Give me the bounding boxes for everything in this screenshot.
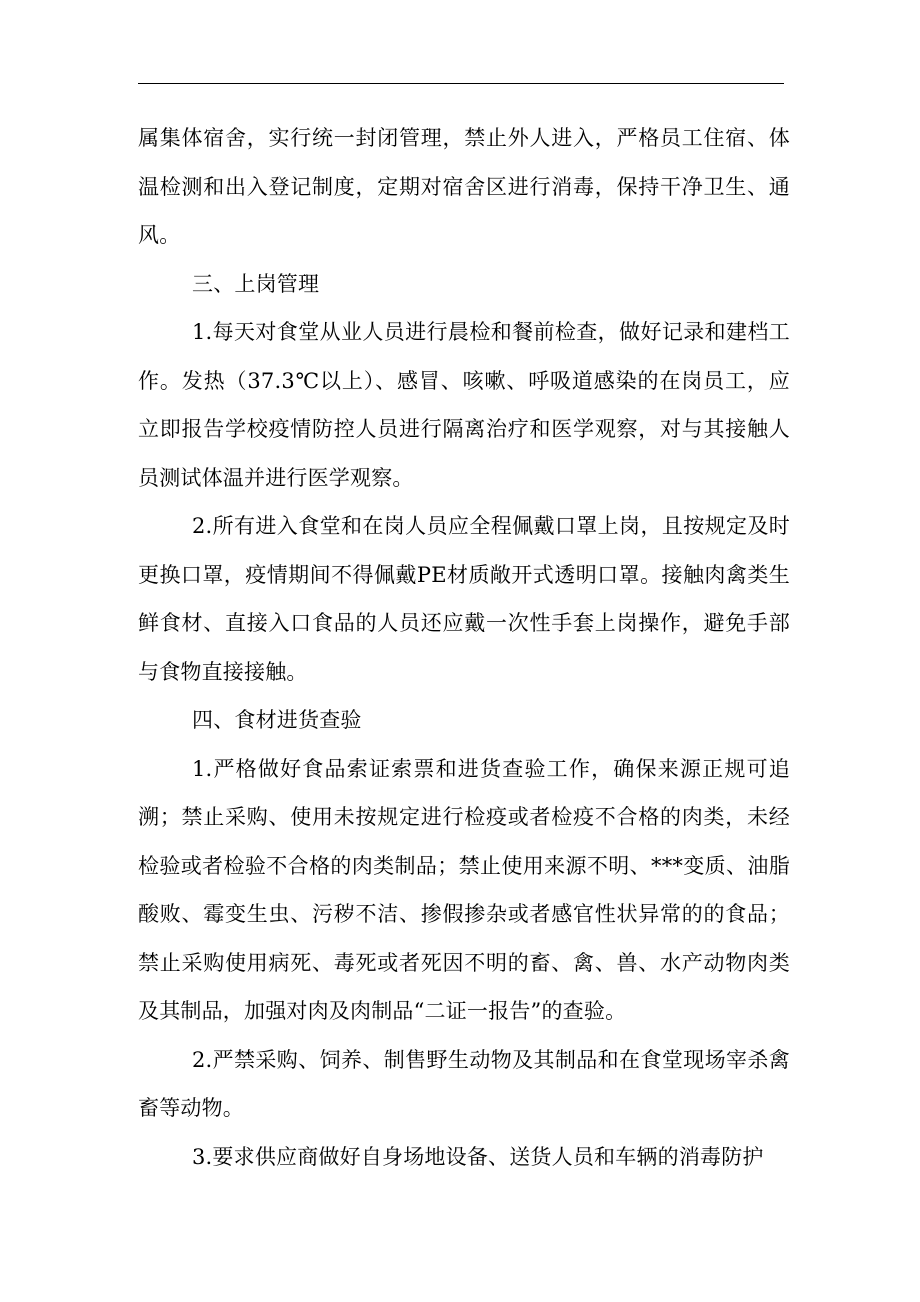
header-rule (138, 83, 784, 84)
body-paragraph: 1.每天对食堂从业人员进行晨检和餐前检查，做好记录和建档工作。发热（37.3℃以上）、感冒、咳嗽、呼吸道感染的在岗员工，应立即报告学校疫情防控人员进行隔离治疗和医学观察，对与其接触人员测试体温并进行医学观察。 (138, 320, 790, 490)
body-paragraph: 1.严格做好食品索证索票和进货查验工作，确保来源正规可追溯；禁止采购、使用未按规定进行检疫或者检疫不合格的肉类，未经检验或者检验不合格的肉类制品；禁止使用来源不明、***变质、油脂酸败、霉变生虫、污秽不洁、掺假掺杂或者感官性状异常的的食品；禁止采购使用病死、毒死或者死因不明的畜、禽、兽、水产动物肉类及其制品，加强对肉及肉制品“二证一报告”的查验。 (138, 756, 790, 1023)
document-body (138, 114, 790, 1181)
body-paragraph: 2.严禁采购、饲养、制售野生动物及其制品和在食堂现场宰杀禽畜等动物。 (138, 1047, 790, 1120)
section-heading: 三、上岗管理 (192, 271, 320, 296)
section-heading: 四、食材进货查验 (192, 708, 362, 732)
body-paragraph: 2.所有进入食堂和在岗人员应全程佩戴口罩上岗，且按规定及时更换口罩，疫情期间不得佩戴PE材质敞开式透明口罩。接触肉禽类生鲜食材、直接入口食品的人员还应戴一次性手套上岗操作，避免手部与食物直接接触。 (138, 514, 790, 684)
body-paragraph: 3.要求供应商做好自身场地设备、送货人员和车辆的消毒防护 (192, 1144, 764, 1169)
body-paragraph: 属集体宿舍，实行统一封闭管理，禁止外人进入，严格员工住宿、体温检测和出入登记制度，定期对宿舍区进行消毒，保持干净卫生、通风。 (138, 126, 790, 247)
